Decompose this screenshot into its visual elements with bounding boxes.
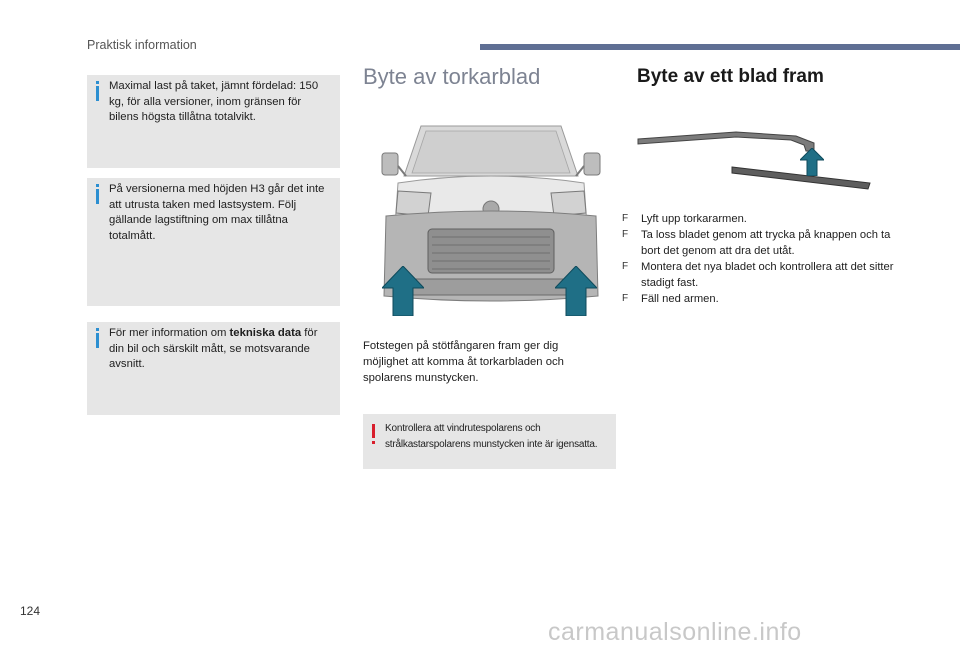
watermark: carmanualsonline.info bbox=[548, 618, 802, 646]
info-icon-dot bbox=[96, 328, 99, 331]
step-text: Ta loss bladet genom att trycka på knappen och ta bort det genom att dra det utåt. bbox=[641, 229, 891, 257]
info-icon bbox=[96, 86, 99, 101]
step-item bbox=[622, 291, 902, 307]
step-text: Lyft upp torkararmen. bbox=[641, 213, 747, 225]
note-text-part: för din bil och särskilt mått, se motsvarande avsnitt. bbox=[109, 327, 318, 370]
page-number: 124 bbox=[20, 604, 41, 618]
info-note-text: Maximal last på taket, jämnt fördelad: 150 kg, för alla versioner, inom gränsen för bilens högsta tillåtna totalvikt. bbox=[109, 80, 319, 123]
info-note-text bbox=[109, 326, 328, 373]
info-icon-dot bbox=[96, 184, 99, 187]
warning-text: Kontrollera att vindrutespolarens och strålkastarspolarens munstycken inte är igensatta. bbox=[385, 423, 598, 450]
technical-data-link: tekniska data bbox=[229, 327, 302, 339]
step-item bbox=[622, 259, 902, 291]
step-marker: F bbox=[622, 213, 629, 224]
step-marker: F bbox=[622, 261, 629, 272]
step-text: Fäll ned armen. bbox=[641, 293, 719, 305]
section-header: Praktisk information bbox=[87, 38, 197, 52]
step-text: Montera det nya bladet och kontrollera att det sitter stadigt fast. bbox=[641, 261, 894, 289]
info-icon bbox=[96, 189, 99, 204]
info-icon-dot bbox=[96, 81, 99, 84]
info-note-text: På versionerna med höjden H3 går det inte att utrusta taken med lastsystem. Följ gällande lagstiftning om max tillåtna totalmått. bbox=[109, 183, 325, 242]
warning-note-washer-jets bbox=[363, 414, 616, 469]
info-note-technical-data bbox=[87, 322, 340, 415]
step-item bbox=[622, 211, 902, 227]
step-marker: F bbox=[622, 229, 629, 240]
footstep-left-arrow-icon bbox=[382, 266, 424, 316]
release-button-arrow-icon bbox=[800, 148, 824, 176]
header-accent-bar bbox=[480, 44, 960, 50]
step-marker: F bbox=[622, 293, 629, 304]
section-title-wiper-replacement: Byte av torkarblad bbox=[363, 64, 541, 89]
info-icon bbox=[96, 333, 99, 348]
footstep-right-arrow-icon bbox=[555, 266, 597, 316]
info-note-roof-load bbox=[87, 75, 340, 168]
warning-icon-dot bbox=[372, 441, 375, 444]
note-text-part: För mer information om bbox=[109, 327, 230, 339]
wiper-blade-illustration bbox=[636, 125, 876, 195]
step-item bbox=[622, 227, 902, 259]
warning-icon bbox=[372, 424, 375, 438]
wiper-steps-list bbox=[622, 211, 902, 307]
info-note-h3-version bbox=[87, 178, 340, 306]
footstep-description: Fotstegen på stötfångaren fram ger dig möjlighet att komma åt torkarbladen och spolarens munstycken. bbox=[363, 340, 564, 384]
section-title-front-blade: Byte av ett blad fram bbox=[637, 66, 824, 87]
